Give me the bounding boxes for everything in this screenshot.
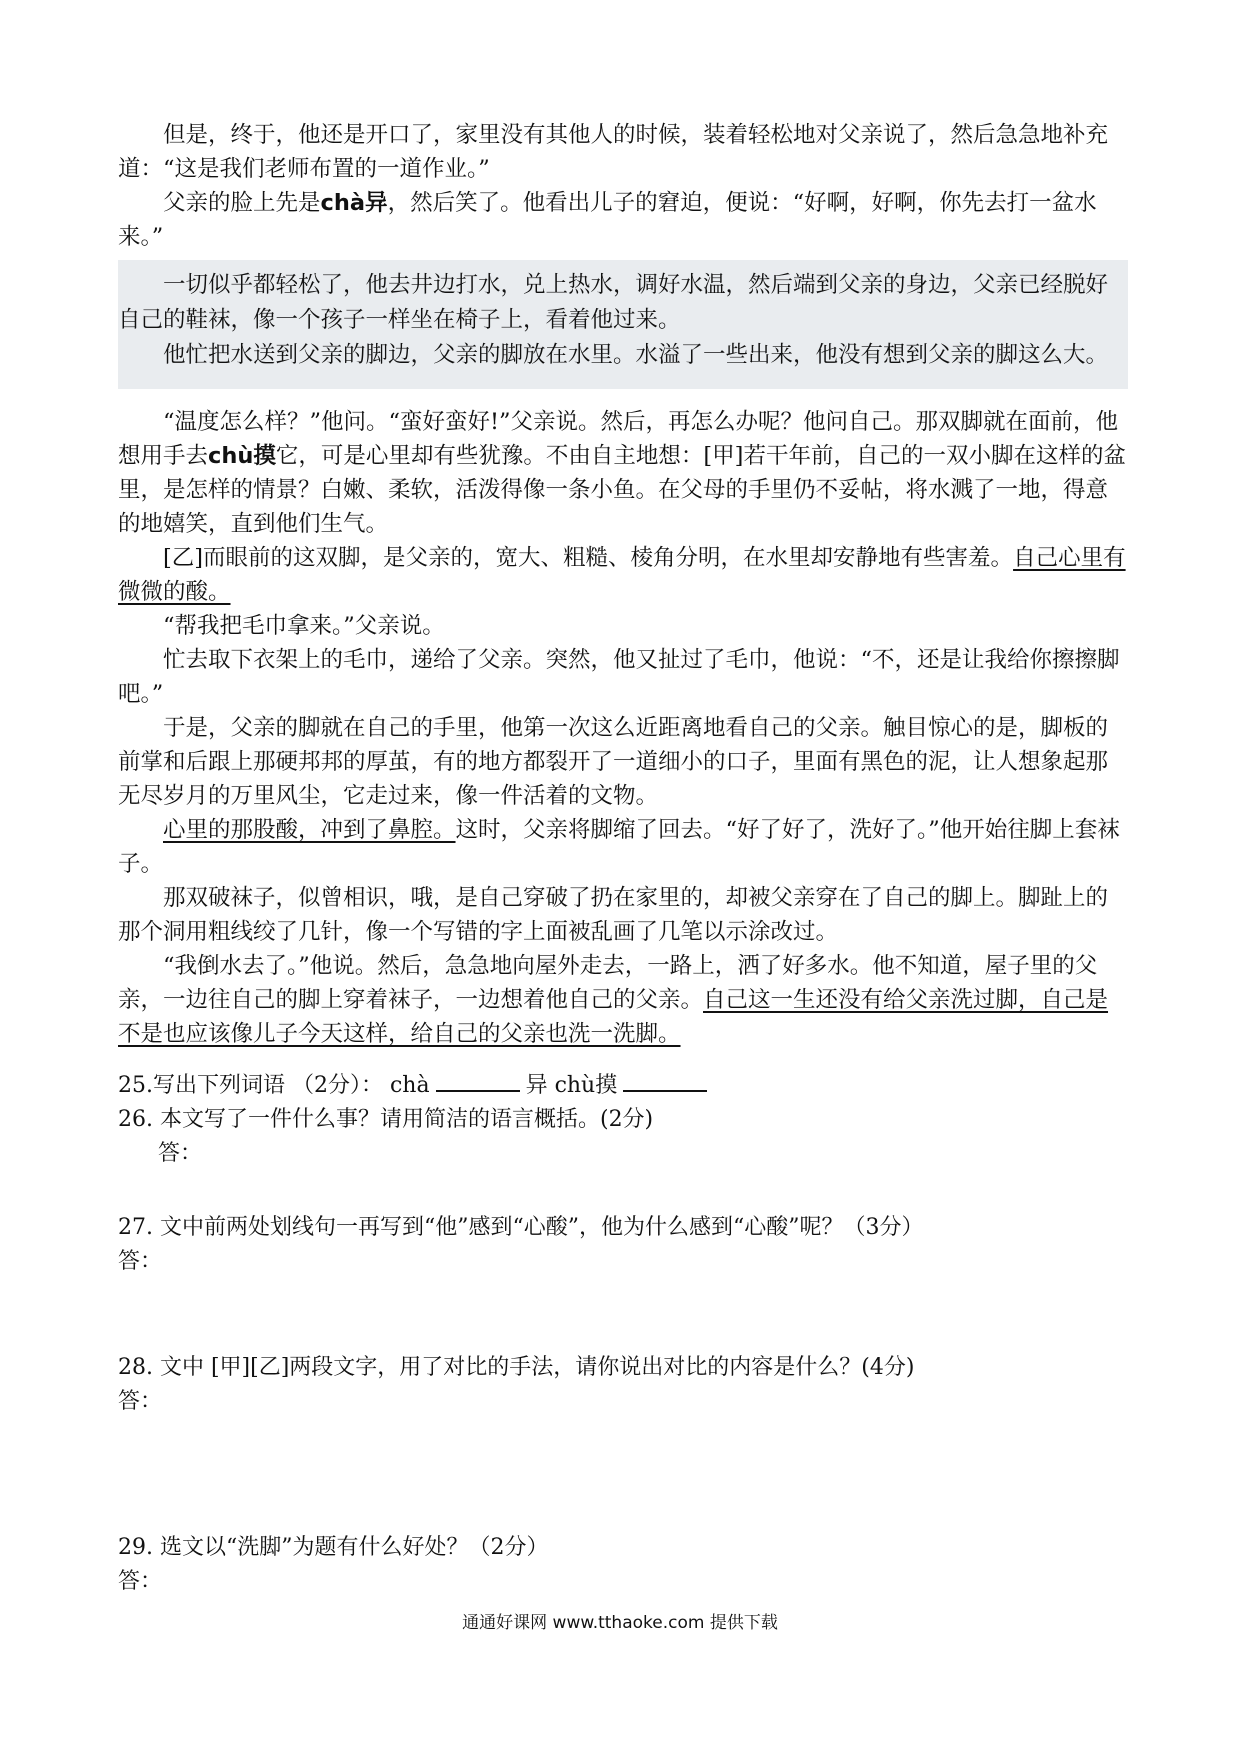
answer-label-26: 答： xyxy=(158,1141,203,1166)
paragraph-8: 忙去取下衣架上的毛巾，递给了父亲。突然，他又扯过了毛巾，他说：“不，还是让我给你擦擦脚吧。” xyxy=(118,647,1120,707)
paragraph-9: 于是，父亲的脚就在自己的手里，他第一次这么近距离地看自己的父亲。触目惊心的是，脚板的前掌和后跟上那硬邦邦的厚茧，有的地方都裂开了一道细小的口子，里面有黑色的泥，让人想象起那无尽岁月的万里风尘，它走过来，像一件活着的文物。 xyxy=(118,715,1109,809)
paragraph-12-text: “我倒水去了。”他说。然后，急急地向屋外走去，一路上，洒了好多水。他不知道，屋子里的父亲，一边往自己的脚上穿着袜子，一边想着他自己的父亲。 xyxy=(118,953,1098,1013)
questions-section xyxy=(118,1069,1128,1599)
pinyin-word-chumo: chù摸 xyxy=(208,443,276,469)
shaded-excerpt xyxy=(118,260,1128,389)
underlined-sentence-1: 自己心里有微微的酸。 xyxy=(118,545,1126,605)
paragraph-1: 但是，终于，他还是开口了，家里没有其他人的时候，装着轻松地对父亲说了，然后急急地补充道：“这是我们老师布置的一道作业。” xyxy=(118,122,1109,182)
footer-credit: 通通好课网 www.tthaoke.com 提供下载 xyxy=(462,1613,778,1633)
paragraph-4: 他忙把水送到父亲的脚边，父亲的脚放在水里。水溢了一些出来，他没有想到父亲的脚这么大。 xyxy=(163,342,1109,368)
answer-blank-1[interactable] xyxy=(436,1090,520,1092)
paragraph-5-text: “温度怎么样？”他问。“蛮好蛮好!”父亲说。然后，再怎么办呢？他问自己。那双脚就在面前，他想用手去 xyxy=(118,409,1119,469)
pinyin-word-chayi: chà异 xyxy=(320,190,388,216)
answer-blank-2[interactable] xyxy=(623,1090,707,1092)
question-27: 27. 文中前两处划线句一再写到“他”感到“心酸”，他为什么感到“心酸”呢？（3分） xyxy=(118,1215,924,1240)
document-page xyxy=(118,118,1128,1599)
question-25 xyxy=(118,1069,1128,1103)
paragraph-2-text: 父亲的脸上先是 xyxy=(163,190,321,216)
underlined-sentence-3: 自己这一生还没有给父亲洗过脚，自己是不是也应该像儿子今天这样，给自己的父亲也洗一洗脚。 xyxy=(118,987,1109,1047)
paragraph-3: 一切似乎都轻松了，他去井边打水，兑上热水，调好水温，然后端到父亲的身边，父亲已经脱好自己的鞋袜，像一个孩子一样坐在椅子上，看着他过来。 xyxy=(118,272,1109,333)
question-29: 29. 选文以“洗脚”为题有什么好处？（2分） xyxy=(118,1535,549,1560)
paragraph-5 xyxy=(118,405,1128,541)
answer-label-28: 答： xyxy=(118,1389,163,1414)
paragraph-5-text-b: 它，可是心里却有些犹豫。不由自主地想：[甲]若干年前，自己的一双小脚在这样的盆里，是怎样的情景？白嫩、柔软，活泼得像一条小鱼。在父母的手里仍不妥帖，将水溅了一地，得意的地嬉笑，直到他们生气。 xyxy=(118,443,1126,537)
underlined-sentence-2: 心里的那股酸，冲到了鼻腔。 xyxy=(163,817,456,843)
paragraph-11: 那双破袜子，似曾相识，哦，是自己穿破了扔在家里的，却被父亲穿在了自己的脚上。脚趾上的那个洞用粗线绞了几针，像一个写错的字上面被乱画了几笔以示涂改过。 xyxy=(118,885,1109,945)
question-25-text: 25.写出下列词语 （2分）： chà xyxy=(118,1073,430,1098)
paragraph-2-text-b: ，然后笑了。他看出儿子的窘迫，便说：“好啊，好啊，你先去打一盆水来。” xyxy=(118,190,1097,250)
paragraph-7: “帮我把毛巾拿来。”父亲说。 xyxy=(163,613,445,639)
paragraph-10 xyxy=(118,813,1128,881)
paragraph-6-text: [乙]而眼前的这双脚，是父亲的，宽大、粗糙、棱角分明，在水里却安静地有些害羞。 xyxy=(163,545,1014,571)
question-25-text-b: 异 chù摸 xyxy=(525,1073,618,1098)
answer-label-29: 答： xyxy=(118,1569,163,1594)
paragraph-2 xyxy=(118,186,1128,254)
paragraph-12 xyxy=(118,949,1128,1051)
question-26: 26. 本文写了一件什么事？请用简洁的语言概括。(2分) xyxy=(118,1107,654,1132)
paragraph-10-text: 这时，父亲将脚缩了回去。“好了好了，洗好了。”他开始往脚上套袜子。 xyxy=(118,817,1120,877)
question-28: 28. 文中 [甲][乙]两段文字，用了对比的手法，请你说出对比的内容是什么？(4分) xyxy=(118,1355,915,1380)
paragraph-6 xyxy=(118,541,1128,609)
answer-label-27: 答： xyxy=(118,1249,163,1274)
